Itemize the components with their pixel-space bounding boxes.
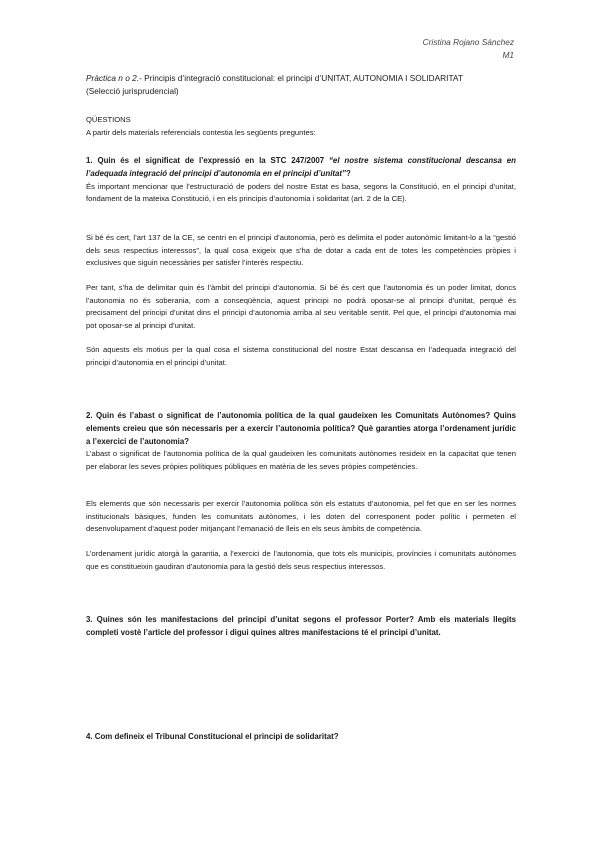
title-subtitle: (Selecció jurisprudencial)	[86, 85, 179, 96]
answer-1-paragraph-4: Són aquests els motius per la qual cosa el sistema constitucional del nostre Estat descansa en l’adequada integració del principi d’autonomia en el principi d’unitat.	[86, 345, 516, 367]
question-1-quote: “el nostre sistema constitucional descansa en l’adequada integració del principi d’autonomia en el principi d’unitat”	[86, 156, 516, 178]
answer-2-paragraph-1: L’abast o significat de l’autonomia política de la qual gaudeixen les comunitats autònomes resideix en la capacitat que tenen per elaborar les seves pròpies polítiques públiques en matèria de les seves pròpies competències.	[86, 449, 516, 471]
title-prefix: Pràctica n o 2.-	[86, 73, 142, 83]
answer-1-block-3	[86, 282, 516, 332]
page-header	[423, 36, 514, 62]
answer-2-block-2	[86, 498, 516, 536]
group-code: M1	[502, 50, 514, 60]
question-1-end: ?	[345, 168, 351, 178]
question-1	[86, 155, 516, 181]
answer-1-paragraph-2: Si bé és cert, l’art 137 de la CE, se centri en el principi d’autonomia, però es delimita el poder autonòmic limitant-lo a la “gestió dels seus respectius interessos”, la qual cosa exigeix que s’ha de dotar a cada ent de totes les competències pròpies i exclusives que siguin necessàries per satisfer l’interès respectiu.	[86, 233, 516, 268]
section-heading: QÜESTIONS	[86, 115, 131, 124]
question-4: 4. Com defineix el Tribunal Constitucional el principi de solidaritat?	[86, 732, 339, 741]
intro-text: A partir dels materials referencials contestia les següents preguntes:	[86, 127, 316, 137]
document-title	[86, 72, 526, 97]
author-name: Cristina Rojano Sánchez	[422, 37, 514, 47]
question-2-section	[86, 410, 516, 474]
answer-2-paragraph-2: Els elements que són necessaris per exercir l’autonomia política són els estatuts d’autonomia, pel fet que en ser les normes institucionals bàsiques, funden les comunitats autònomes, i les doten del corresponent poder polític i permeten el desenvolupament d’aquest poder mitjançant l’emanació de lleis en els seus àmbits de competència.	[86, 499, 516, 534]
intro-section	[86, 114, 516, 139]
question-1-section	[86, 155, 516, 206]
answer-2-paragraph-3: L’ordenament jurídic atorgà la garantia, a l’exercici de l’autonomia, que tots els municipis, províncies i comunitats autònomes que es constitueixin gaudiran d’autonomia para la gestió dels seus respectius interessos.	[86, 549, 516, 571]
answer-1-paragraph-1: És important mencionar que l’estructuració de poders del nostre Estat es basa, segons la Constitució, en el principi d’unitat, fondament de la mateixa Constitució, i en els principis d’autonomia i solidaritat (art. 2 de la CE).	[86, 181, 516, 204]
question-2: 2. Quin és l’abast o significat de l’autonomia política de la qual gaudeixen les Comunitats Autònomes? Quins elements creieu que són necessaris per a exercir l’autonomia política? Què garanties atorga l’ordenament jurídic a l’exercici de l’autonomia?	[86, 411, 516, 446]
answer-1-paragraph-3: Per tant, s’ha de delimitar quin és l’àmbit del principi d’autonomia. Si bé és cert que l’autonomia és un poder limitat, doncs l’autonomia no és soberania, com a conseqüència, aquest principi no podrà oposar-se al principi d’unitat, perquè és precisament del principi d’unitat dins el principi d’autonomia arriba al seu veritable sentit. Pel que, el principi d’autonomia mai pot oposar-se al principi d’unitat.	[86, 283, 516, 330]
question-4-section	[86, 731, 516, 744]
answer-1-block-2	[86, 232, 516, 270]
question-3-section	[86, 614, 516, 640]
answer-1-block-4	[86, 344, 516, 369]
question-3: 3. Quines són les manifestacions del principi d’unitat segons el professor Porter? Amb els materials llegits completi vostè l’article del professor i digui quines altres manifestacions té el principi d’unitat.	[86, 615, 516, 637]
question-1-start: 1. Quin és el significat de l’expressió en la STC 247/2007	[86, 156, 329, 165]
title-main: Principis d’integració constitucional: el principi d’UNITAT, AUTONOMIA I SOLIDARITAT	[141, 73, 463, 83]
answer-2-block-3	[86, 548, 516, 573]
